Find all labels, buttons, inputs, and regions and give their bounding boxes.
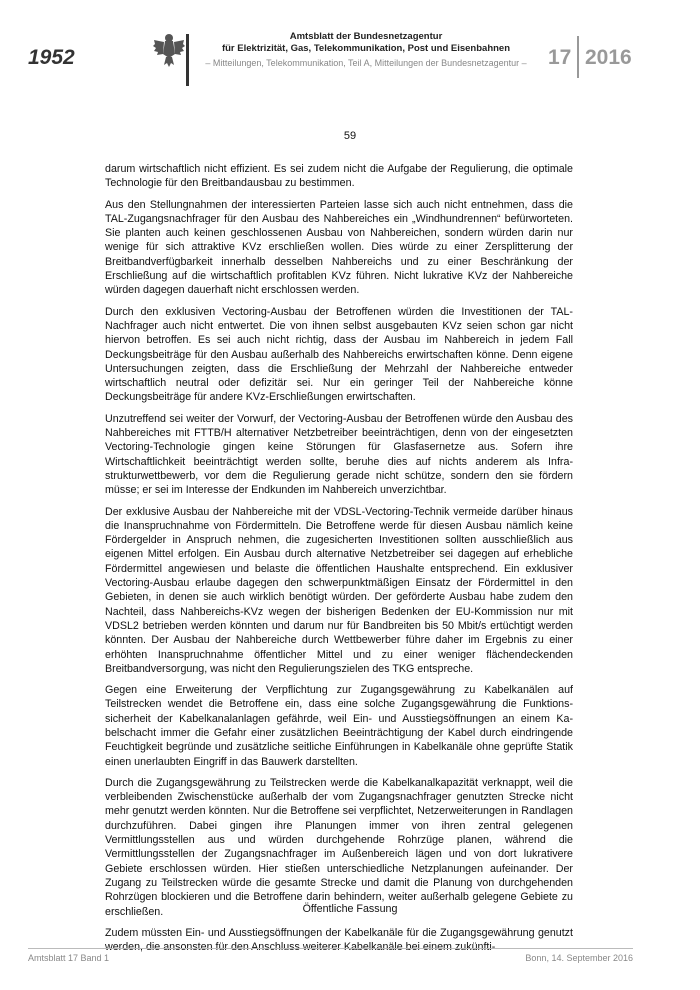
header-divider — [186, 34, 189, 86]
footer-divider — [28, 948, 633, 949]
paragraph: Der exklusive Ausbau der Nahbereiche mit der VDSL-Vectoring-Technik vermeide darüber hinaus die Inanspruchnahme von Fördermitteln. Die Betroffene werde für diesen Ausbau nämlich keine Fördergelder in Anspruch nehmen, die zugesicherten Investitionen sollten ausschließlich aus eigenen Mittel erfolgen. Ein Ausbau durch alternative Netzbetreiber sei dagegen auf erhebliche Fördermittel angewiesen und belaste die öffentlichen Haushalte entsprechend. Ein exklusiver Vectoring-Ausbau erlaube dagegen den schwerpunktmäßigen Einsatz der Fördermittel in den Gebieten, in denen sie auch wirklich benötigt würden. Der geförderte Ausbau habe zudem den Nachteil, dass Nahbereichs-KVz wegen der bisherigen Bedenken der EU-Kommission nur mit VDSL2 betrieben werden könnten und darum nur für Bandbreiten bis 50 Mbit/s ertüchtigt werden könnten. Der Ausbau der Nahbereiche durch Wettbewerber führe daher im Ergebnis zu einer erhöhten Inanspruchnahme öffentlicher Mittel und zu einer weniger flächendeckenden Breitbandversorgung, was nicht den Regulierungszielen des TKG entspreche. — [105, 505, 573, 675]
paragraph: Unzutreffend sei weiter der Vorwurf, der Vectoring-Ausbau der Betroffenen würde den Ausbau des Nahbereiches mit FTTB/H alternativer Netzbetreiber beeinträchtigen, denn von der eingesetzten Vectoring-Technologie gingen keine Störungen für Glasfasernetze aus. Sofern ihre Wirtschaftlichkeit beeinträchtigt werden sollte, beruhe dies auf nichts anderem als Infrastrukturwettbewerb, vor dem die Regulierung gerade nicht schütze, sondern den sie fördern müsse; er sei im Interesse der Endkunden im Nahbereich unverzichtbar. — [105, 412, 573, 497]
issue-divider — [577, 36, 579, 78]
paragraph: Zudem müssten Ein- und Ausstiegsöffnungen der Kabelkanäle für die Zugangsgewährung genutzt — [105, 926, 573, 939]
federal-eagle-icon — [152, 32, 186, 68]
paragraph: Durch die Zugangsgewährung zu Teilstrecken werde die Kabelkanalkapazität verknappt, weil die verbleibenden Zwischenstücke außerhalb der vom Zugangsnachfrager genutzten Strecke nicht mehr genutzt werden könnten. Nur die Betroffene sei verpflichtet, Netzerweiterungen in Randlagen durchzuführen. Dabei gingen ihre Planungen immer von ihren zentral gelegenen Vermittlungsstellen aus und würden durchgehende Rohrzüge planen, während die Vermittlungsstellen der Zugangsnachfrager im Außenbereich lägen und von dort lukrativere Gebiete erschlossen würden. Hier stießen unterschiedliche Netzplanungen aufeinander. Der Zugang zu Teilstrecken würde die gesamte Strecke und damit die Planung von durchgehenden Rohrzügen blockieren und die Betroffene darin behindern, weiter außerhalb gelegene Gebiete zu erschließen. — [105, 776, 573, 918]
issue-number: 17 — [548, 46, 572, 69]
footer-volume: Amtsblatt 17 Band 1 — [28, 953, 110, 963]
inner-page-number: 59 — [343, 130, 357, 142]
gazette-subtitle: für Elektrizität, Gas, Telekommunikation, Post und Eisenbahnen — [221, 43, 511, 54]
gazette-title: Amtsblatt der Bundesnetzagentur — [289, 31, 443, 42]
gazette-section: – Mitteilungen, Telekommunikation, Teil A, Mitteilungen der Bundesnetzagentur – — [205, 58, 527, 68]
paragraph: Durch den exklusiven Vectoring-Ausbau der Betroffenen würden die Investitionen der TAL-Nachfrager auch nicht entwertet. Die von ihnen selbst ausgebauten KVz seien schon gar nicht hiervon betroffen. Es sei auch nicht richtig, dass der Ausbau im Nahbereich in jedem Fall Deckungsbeiträge für den Ausbau außerhalb des Nahbereichs erwirtschaften könne. Denn eigene Untersuchungen zeigten, dass die Erschließung der Mehrzahl der Nahbereiche entweder wirtschaftlich neutral oder defizitär sei. Nur ein geringer Teil der Nahbereiche könne Deckungsbeiträge für andere KVz-Erschließungen erwirtschaften. — [105, 305, 573, 404]
footer-date: Bonn, 14. September 2016 — [525, 953, 633, 963]
page-number: 1952 — [28, 46, 75, 69]
public-version-note: Öffentliche Fassung — [302, 903, 398, 915]
paragraph: darum wirtschaftlich nicht effizient. Es sei zudem nicht die Aufgabe der Regulierung, die optimale Technologie für den Breitbandausbau zu bestimmen. — [105, 163, 573, 190]
document-body — [105, 162, 573, 961]
paragraph: Aus den Stellungnahmen der interessierten Parteien lasse sich auch nicht entnehmen, dass die TAL-Zugangsnachfrager für den Ausbau des Nahbereiches ein „Windhundrennen“ befürworteten. Sie planten auch keinen geschlossenen Ausbau von Nahbereichen, sondern würden darin nur wenige für sich attraktive KVz erschließen wollen. Dies würde zu einer Zersplitterung der Breitbandverfügbarkeit innerhalb desselben Nahbereichs und zu einer Beschränkung der Erschließung auf die wirtschaftlich profitablen KVz führen. Nicht lukrative KVz der Nahbereiche würden dagegen dauerhaft nicht erschlossen werden. — [105, 198, 573, 297]
issue-year: 2016 — [585, 46, 632, 69]
paragraph: Gegen eine Erweiterung der Verpflichtung zur Zugangsgewährung zu Kabelkanälen auf Teilstrecken wendet die Betroffene ein, dass eine solche Zugangsgewährung die Funktionssicherheit der Kabelkanalanlagen gefährde, weil Ein- und Ausstiegsöffnungen an einem Kabelschacht immer die Gefahr einer zusätzlichen Beeinträchtigung der Kabel durch eindringende Feuchtigkeit begründe und zusätzliche seitliche Einführungen in Kabelkanäle ohne geprüfte Statik einen unerlaubten Eingriff in das Bauwerk darstellten. — [105, 684, 573, 768]
